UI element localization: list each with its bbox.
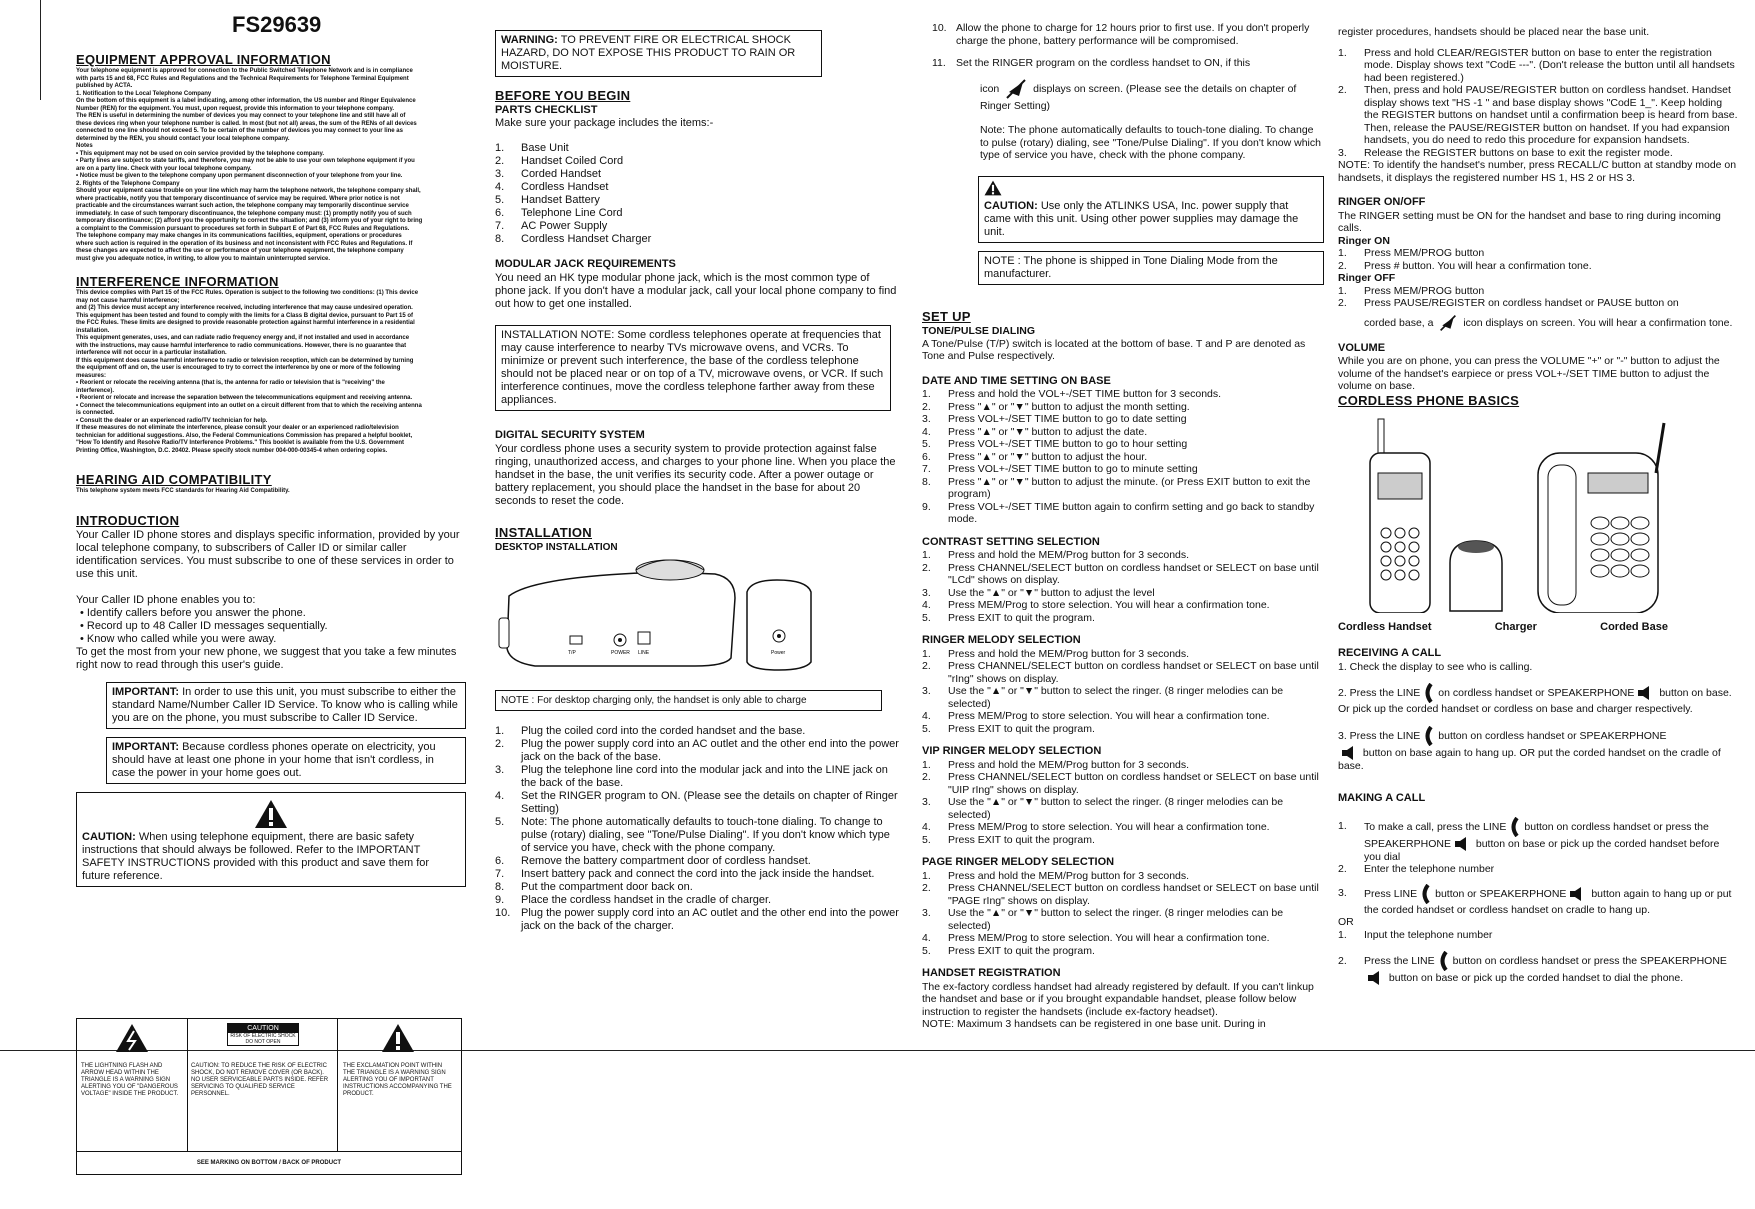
list-item: 11. Set the RINGER program on the cordless handset to ON, if this xyxy=(932,57,1251,69)
fine-print-line: where practicable, notify you that temporary discontinuance of service may be required. Where prior notice is not xyxy=(76,195,400,202)
important-box-2: IMPORTANT: Because cordless phones operate on electricity, you should have at least one phone in your home that isn't cordless, in case the power in your home goes out. xyxy=(106,737,466,784)
receiving-head: RECEIVING A CALL xyxy=(1338,647,1442,659)
list-item: 2. Plug the power supply cord into an AC outlet and the other end into the power jack on the back of the base. xyxy=(495,738,899,763)
ringer-off-head: Ringer OFF xyxy=(1338,272,1396,284)
fine-print-line: are on a party line. Check with your local telephone company. xyxy=(76,165,252,172)
modular-head: MODULAR JACK REQUIREMENTS xyxy=(495,258,676,270)
fine-print-line: 1. Notification to the Local Telephone Company xyxy=(76,90,212,97)
fine-print-line: • Party lines are subject to state tariffs, and therefore, you may not be able to use your own telephone equipment if you xyxy=(76,158,415,164)
fine-print-line: This equipment has been tested and found to comply with the limits for a Class B digital device, pursuant to Part 15 of xyxy=(76,312,414,319)
list-item: 2. Enter the telephone number xyxy=(1338,863,1495,875)
fine-print-line: This device complies with Part 15 of the FCC Rules. Operation is subject to the following two conditions: (1) This device xyxy=(76,290,419,296)
caution-table xyxy=(76,1018,462,1175)
fine-print-line: "How To Identify and Resolve Radio/TV Interference Problems." This booklet is available from the U.S. Government xyxy=(76,440,404,446)
ct-mid-cell xyxy=(187,1019,338,1151)
list-item: 2. Handset Coiled Cord xyxy=(495,155,624,167)
column-1 xyxy=(76,0,466,895)
list-item: 2. Then, press and hold PAUSE/REGISTER button on cordless handset. Handset display shows text "HS -1 " and base display shows "CodE 1_". Keep holding the REGISTER buttons on handset until a confirmation beep is heard from base. Then, release the PAUSE/REGISTER button on handset. If you had expansion handsets, you do need to redo this procedure for expansion handsets. xyxy=(1338,84,1738,146)
volume-head: VOLUME xyxy=(1338,341,1386,354)
warning-triangle-icon xyxy=(984,180,1002,196)
making-list xyxy=(1338,817,1738,917)
figure-labels xyxy=(1338,621,1668,634)
fine-print-line: Notes xyxy=(76,143,93,149)
list-item: 1. Input the telephone number xyxy=(1338,928,1493,941)
list-item: • Record up to 48 Caller ID messages sequentially. xyxy=(80,619,328,632)
list-item: 3. Use the "▲" or "▼" button to select the ringer. (8 ringer melodies can be selected) xyxy=(922,685,1284,710)
line-handset-icon xyxy=(1420,884,1432,904)
ringer-head: RINGER MELODY SELECTION xyxy=(922,634,1081,646)
fine-print-line: with the instructions, may cause harmful interference to radio communications. However, there is no guarantee that xyxy=(76,342,407,349)
fine-print-line: these devices ring when your telephone number is called. In most (but not all) areas, the sum of the RENs of all devices xyxy=(76,120,417,127)
list-item: 6. Press "▲" or "▼" button to adjust the hour. xyxy=(922,450,1148,463)
fine-print-line: 2. Rights of the Telephone Company xyxy=(76,180,180,187)
fine-print-line: Number (REN) for the equipment. You must, upon request, provide this information to your telephone company. xyxy=(76,105,395,112)
left-margin-line xyxy=(40,0,41,100)
line-handset-icon xyxy=(1509,817,1521,837)
list-item: 5. Press EXIT to quit the program. xyxy=(922,833,1095,846)
intro-p2: Your Caller ID phone enables you to: xyxy=(76,593,256,606)
desktop-installation-figure xyxy=(495,558,825,678)
list-item: 4. Press MEM/Prog to store selection. You will hear a confirmation tone. xyxy=(922,710,1270,722)
basics-title: CORDLESS PHONE BASICS xyxy=(1338,392,1520,408)
list-item: 5. Handset Battery xyxy=(495,194,600,206)
ringer-onoff-text: The RINGER setting must be ON for the handset and base to ring during incoming calls. xyxy=(1338,209,1721,234)
label-charger: Charger xyxy=(1494,620,1537,633)
equip-body xyxy=(76,68,466,263)
modular-text: You need an HK type modular phone jack, which is the most common type of phone jack. If you don't have a modular jack, call your local phone company to find out how to get one installed. xyxy=(495,272,897,310)
column-2 xyxy=(495,0,900,933)
list-item: • Know who called while you were away. xyxy=(80,632,277,645)
fine-print-line: immediately. In case of such temporary discontinuance, the telephone company must: (1) promptly notify you of such xyxy=(76,210,412,217)
fine-print-line: The telephone company may make changes in its communications facilities, equipment, operations or procedures xyxy=(76,233,402,239)
or-label: OR xyxy=(1338,916,1354,928)
list-item: 2. Press CHANNEL/SELECT button on cordless handset or SELECT on base until "LCd" shows on display. xyxy=(922,561,1319,586)
label-power: POWER xyxy=(611,650,630,656)
security-text: Your cordless phone uses a security system to provide protection against false ringing, unauthorized access, and charges to your phone line. When you place the handset in the base, the unit verifies its security code. After a power outage or battery replacement, you should place the handset in the base for about 20 seconds to reset the code. xyxy=(495,443,896,507)
exclamation-triangle-icon xyxy=(381,1023,415,1053)
contrast-head: CONTRAST SETTING SELECTION xyxy=(922,535,1100,548)
receiving-1: 1. Check the display to see who is calling. xyxy=(1338,660,1533,673)
fine-print-line: If these measures do not eliminate the interference, please consult your dealer or an experienced radio/television xyxy=(76,425,399,431)
list-item: 2. Press CHANNEL/SELECT button on cordless handset or SELECT on base until "rIng" shows on display. xyxy=(922,660,1319,685)
fine-print-line: If this equipment does cause harmful interference to radio or television reception, which can be determined by turning xyxy=(76,357,414,364)
fine-print-line: connected to one line should not exceed 5. To be certain of the number of devices you may connect to your line as xyxy=(76,128,403,134)
hearing-title: HEARING AID COMPATIBILITY xyxy=(76,472,272,487)
list-item: 1. Press and hold CLEAR/REGISTER button on base to enter the registration mode. Display shows text "CodE ---". (Don't release the button until all handsets had been registered.) xyxy=(1338,46,1735,84)
corded-base-drawing xyxy=(1538,423,1664,613)
lightning-triangle-icon xyxy=(115,1023,149,1053)
tone-head: TONE/PULSE DIALING xyxy=(922,325,1035,337)
install-steps xyxy=(495,725,900,933)
fine-print-line: • Connect the telecommunications equipment into an outlet on a circuit different from that to which the receiving antenna xyxy=(76,402,422,409)
ringer-off-items xyxy=(1338,285,1738,310)
fine-print-line: the equipment off and on, the user is encouraged to try to correct the interference by one or more of the following xyxy=(76,365,401,371)
list-item: 7. Press VOL+-/SET TIME button to go to minute setting xyxy=(922,463,1198,475)
list-item: 6. Remove the battery compartment door of cordless handset. xyxy=(495,855,811,867)
list-item: 5. Press EXIT to quit the program. xyxy=(922,611,1095,624)
list-item: 9. Press VOL+-/SET TIME button again to confirm setting and go back to standby mode. xyxy=(922,500,1315,525)
fine-print-line: the FCC Rules. These limits are designed to provide reasonable protection against harmful interference in a residential xyxy=(76,320,415,326)
list-item: 2. Press the LINE button on cordless handset or press the SPEAKERPHONE button on base or pick up the corded handset to dial the phone. xyxy=(1338,951,1738,985)
making-alt-list xyxy=(1338,929,1738,986)
ct-mid-sub: RISK OF ELECTRIC SHOCK DO NOT OPEN xyxy=(230,1033,296,1045)
fine-print-line: • This equipment may not be used on coin service provided by the telephone company. xyxy=(76,150,325,157)
parts-head: PARTS CHECKLIST xyxy=(495,104,598,116)
fine-print-line: Your telephone equipment is approved for connection to the Public Switched Telephone Network and is in compliance xyxy=(76,68,413,74)
list-item: 4. Cordless Handset xyxy=(495,181,609,193)
fine-print-line: where such action is required in the operation of its business and not inconsistent with FCC Rules and Regulations. If xyxy=(76,240,413,247)
line-handset-icon xyxy=(1423,726,1435,746)
ringer-on-items xyxy=(1338,247,1738,272)
date-items xyxy=(922,388,1322,526)
fine-print-line: and (2) This device must accept any interference received, including interference that may cause undesired operation. xyxy=(76,305,413,311)
list-item: 1. Press and hold the MEM/Prog button for 3 seconds. xyxy=(922,549,1190,561)
list-item: 3. Use the "▲" or "▼" button to adjust the level xyxy=(922,586,1155,599)
list-item: 10. Plug the power supply cord into an AC outlet and the other end into the power jack on the back of the charger. xyxy=(495,907,899,932)
fine-print-line: determined by the REN, you should contact your local telephone company. xyxy=(76,135,290,142)
caution-label-box xyxy=(227,1023,299,1046)
list-item: 8. Cordless Handset Charger xyxy=(495,233,652,245)
list-item: 1. Base Unit xyxy=(495,142,569,154)
list-item: 3. Press LINE button or SPEAKERPHONE button again to hang up or put the corded handset or cordless handset on cradle to hang up. xyxy=(1338,884,1738,917)
ct-left-text: THE LIGHTNING FLASH AND ARROW HEAD WITHIN THE TRIANGLE IS A WARNING SIGN ALERTING YOU OF "DANGEROUS VOLTAGE" INSIDE THE PRODUCT. xyxy=(81,1063,179,1097)
label-corded-base: Corded Base xyxy=(1600,620,1668,633)
ct-mid-text: CAUTION: TO REDUCE THE RISK OF ELECTRIC SHOCK, DO NOT REMOVE COVER (OR BACK). NO USER SERVICEABLE PARTS INSIDE. REFER SERVICING TO QUALIFIED SERVICE PERSONNEL. xyxy=(191,1063,329,1097)
handset-reg-text: The ex-factory cordless handset had already registered by default. If you can't linkup the handset and base or if you brought expandable handset, please follow below instruction to register the handsets (include ex-factory headset). xyxy=(922,980,1314,1018)
fine-print-line: Printing Office, Washington, D.C. 20402. Please specify stock number 004-000-00345-4 when ordering copies. xyxy=(76,447,388,454)
intro-bullets xyxy=(76,607,466,646)
handset-reg-note: NOTE: Maximum 3 handsets can be registered in one base unit. During in xyxy=(922,1018,1266,1030)
receiving-2: 2. Press the LINE on cordless handset or SPEAKERPHONE button on base. Or pick up the corded handset or cordless on base and charger respectively. xyxy=(1338,683,1738,716)
note-tone-box: NOTE : The phone is shipped in Tone Dialing Mode from the manufacturer. xyxy=(978,251,1324,285)
fine-print-line: interference will not occur in a particular installation. xyxy=(76,350,227,356)
list-item: 4. Press "▲" or "▼" button to adjust the date. xyxy=(922,425,1148,438)
equip-title: EQUIPMENT APPROVAL INFORMATION xyxy=(76,52,331,67)
page-items xyxy=(922,870,1322,958)
ct-foot: SEE MARKING ON BOTTOM / BACK OF PRODUCT xyxy=(77,1151,461,1174)
caution-box: CAUTION: When using telephone equipment, there are basic safety instructions that should always be followed. Refer to the IMPORTANT SAFETY INSTRUCTIONS provided with this product and save them for future reference. xyxy=(76,792,466,887)
speakerphone-icon xyxy=(1569,887,1585,901)
fine-print-line: On the bottom of this equipment is a label indicating, among other information, the US number and Ringer Equivalence xyxy=(76,98,416,104)
step11-note: Note: The phone automatically defaults to touch-tone dialing. To change to pulse (rotary) dialing, see "Tone/Pulse Dialing". If you don't know which type of service you have, check with the phone company. xyxy=(980,124,1321,161)
model-number: FS29639 xyxy=(232,12,322,37)
list-item: 2. Press "▲" or "▼" button to adjust the month setting. xyxy=(922,400,1190,413)
fine-print-line: The REN is useful in determining the number of devices you may connect to your telephone line and still have all of xyxy=(76,113,406,119)
speakerphone-icon xyxy=(1341,746,1357,760)
list-item: 1. Plug the coiled cord into the corded handset and the base. xyxy=(495,725,806,737)
list-item: 2. Press # button. You will hear a confirmation tone. xyxy=(1338,259,1592,272)
reg-note: NOTE: To identify the handset's number, press RECALL/C button at standby mode on handsets, it displays the registered number HS 1, HS 2 or HS 3. xyxy=(1338,159,1737,184)
list-item: 1. Press and hold the VOL+-/SET TIME button for 3 seconds. xyxy=(922,388,1222,400)
line-handset-icon xyxy=(1438,951,1450,971)
setup-title: SET UP xyxy=(922,308,971,324)
page-head: PAGE RINGER MELODY SELECTION xyxy=(922,856,1115,868)
reg-items xyxy=(1338,47,1738,160)
list-item: 1. Press and hold the MEM/Prog button for 3 seconds. xyxy=(922,647,1190,660)
installation-title: INSTALLATION xyxy=(495,525,592,540)
phones-figure xyxy=(1338,413,1678,613)
list-item: 3. Corded Handset xyxy=(495,168,602,180)
hearing-text: This telephone system meets FCC standards for Hearing Aid Compatibility. xyxy=(76,488,290,494)
list-item: 1. Press and hold the MEM/Prog button for 3 seconds. xyxy=(922,758,1190,771)
making-head: MAKING A CALL xyxy=(1338,792,1426,804)
intro-p1: Your Caller ID phone stores and displays specific information, provided by your local telephone company, to subscribers of Caller ID or similar caller identification services. You must subscribe to one of these services in order to use this unit. xyxy=(76,528,460,580)
desktop-head: DESKTOP INSTALLATION xyxy=(495,542,618,553)
list-item: 7. Insert battery pack and connect the cord into the jack inside the handset. xyxy=(495,868,875,880)
parts-intro: Make sure your package includes the items:- xyxy=(495,117,714,129)
date-head: DATE AND TIME SETTING ON BASE xyxy=(922,374,1111,387)
volume-text: While you are on phone, you can press the VOLUME "+" or "-" button to adjust the volume of the handset's earpiece or press VOL+-/SET TIME button to adjust the volume on base. xyxy=(1338,355,1720,392)
ringer-off-cont: corded base, a icon displays on screen. You will hear a confirmation tone. xyxy=(1338,314,1738,332)
interference-body xyxy=(76,290,466,455)
before-title: BEFORE YOU BEGIN xyxy=(495,88,631,103)
list-item: 5. Press EXIT to quit the program. xyxy=(922,944,1095,957)
column-4 xyxy=(1338,0,1738,985)
line-handset-icon xyxy=(1423,683,1435,703)
fine-print-line: must give you adequate notice, in writing, to allow you to maintain uninterrupted service. xyxy=(76,255,331,262)
list-item: 10. Allow the phone to charge for 12 hours prior to first use. If you don't properly charge the phone, battery performance will be compromised. xyxy=(932,22,1310,47)
intro-p3: To get the most from your new phone, we suggest that you take a few minutes right now to read through this user's guide. xyxy=(76,645,457,671)
interference-title: INTERFERENCE INFORMATION xyxy=(76,274,279,289)
list-item: • Identify callers before you answer the phone. xyxy=(80,606,306,619)
fine-print-line: • Consult the dealer or an experienced radio/TV technician for help. xyxy=(76,417,268,424)
important-box-1: IMPORTANT: In order to use this unit, you must subscribe to either the standard Name/Number Caller ID Service. To know who is calling while you are on the phone, you must subscribe to Caller ID Service. xyxy=(106,682,466,729)
tone-text: A Tone/Pulse (T/P) switch is located at the bottom of base. T and P are denoted as Tone and Pulse respectively. xyxy=(922,337,1306,362)
list-item: 3. Press VOL+-/SET TIME button to go to date setting xyxy=(922,413,1187,425)
list-item: 1. To make a call, press the LINE button on cordless handset or press the SPEAKERPHONE button on base or pick up the corded handset before you dial xyxy=(1338,817,1738,864)
fine-print-line: • Notice must be given to the telephone company upon permanent disconnection of your telephone from your line. xyxy=(76,173,403,179)
fine-print-line: Should your equipment cause trouble on your line which may harm the telephone network, the telephone company shall, xyxy=(76,188,421,194)
fine-print-line: • Reorient or relocate and increase the separation between the telecommunications equipment and receiving antenna. xyxy=(76,395,413,401)
list-item: 5. Note: The phone automatically defaults to touch-tone dialing. To change to pulse (rotary) dialing, see "Tone/Pulse Dialing". If you don't know which type of service you have, check with the phone company. xyxy=(495,816,890,854)
list-item: 2. Press CHANNEL/SELECT button on cordless handset or SELECT on base until "UIP rIng" shows on display. xyxy=(922,771,1319,796)
list-item: 1. Press MEM/PROG button xyxy=(1338,284,1485,297)
fine-print-line: practicable and the circumstances warrant such action, the telephone company may temporarily discontinue service xyxy=(76,203,409,209)
cordless-handset-drawing xyxy=(1370,419,1430,613)
list-item: 4. Set the RINGER program to ON. (Please see the details on chapter of Ringer Setting) xyxy=(495,790,898,815)
list-item: 5. Press VOL+-/SET TIME button to go to hour setting xyxy=(922,438,1188,450)
ct-mid-head: CAUTION xyxy=(228,1024,298,1033)
label-cordless-handset: Cordless Handset xyxy=(1338,620,1432,633)
list-item: 2. Press CHANNEL/SELECT button on cordless handset or SELECT on base until "PAGE rIng" shows on display. xyxy=(922,882,1319,907)
ct-right-cell xyxy=(337,1019,459,1151)
list-item: 4. Press MEM/Prog to store selection. You will hear a confirmation tone. xyxy=(922,821,1270,833)
contrast-items xyxy=(922,549,1322,624)
steps-10-11 xyxy=(922,22,1322,70)
fine-print-line: with parts 15 and 68, FCC Rules and Regulations and the Technical Requirements for Telephone Terminal Equipment xyxy=(76,75,409,82)
ct-right-text: THE EXCLAMATION POINT WITHIN THE TRIANGLE IS A WARNING SIGN ALERTING YOU OF IMPORTANT INSTRUCTIONS ACCOMPANYING THE PRODUCT. xyxy=(343,1063,452,1097)
list-item: 8. Press "▲" or "▼" button to adjust the minute. (or Press EXIT button to exit the program) xyxy=(922,475,1311,500)
receiving-3: 3. Press the LINE button on cordless handset or SPEAKERPHONE button on base again to hang up. OR put the corded handset on the cradle of base. xyxy=(1338,726,1738,773)
list-item: 2. Press PAUSE/REGISTER on cordless handset or PAUSE button on xyxy=(1338,297,1679,309)
caution-box-col3: CAUTION: Use only the ATLINKS USA, Inc. power supply that came with this unit. Using other power supplies may damage the unit. xyxy=(978,176,1324,243)
fine-print-line: measures: xyxy=(76,372,107,379)
list-item: 3. Use the "▲" or "▼" button to select the ringer. (8 ringer melodies can be selected) xyxy=(922,796,1284,821)
handset-reg-head: HANDSET REGISTRATION xyxy=(922,967,1061,979)
list-item: 9. Place the cordless handset in the cradle of charger. xyxy=(495,894,772,906)
list-item: 8. Put the compartment door back on. xyxy=(495,881,693,893)
list-item: 4. Press MEM/Prog to store selection. You will hear a confirmation tone. xyxy=(922,932,1270,944)
list-item: 3. Use the "▲" or "▼" button to select the ringer. (8 ringer melodies can be selected) xyxy=(922,907,1284,932)
list-item: 6. Telephone Line Cord xyxy=(495,207,623,219)
label-charger-power: Power xyxy=(771,650,786,656)
ringer-items xyxy=(922,648,1322,736)
label-tp: T/P xyxy=(568,650,576,656)
warning-box: WARNING: TO PREVENT FIRE OR ELECTRICAL SHOCK HAZARD, DO NOT EXPOSE THIS PRODUCT TO RAIN OR MOISTURE. xyxy=(495,30,822,77)
speakerphone-icon xyxy=(1637,686,1653,700)
speakerphone-icon xyxy=(1367,971,1383,985)
charger-drawing xyxy=(1450,541,1502,611)
list-item: 3. Release the REGISTER buttons on base to exit the register mode. xyxy=(1338,146,1673,159)
list-item: 3. Plug the telephone line cord into the modular jack and into the LINE jack on the back of the base. xyxy=(495,764,888,789)
column-3 xyxy=(922,0,1322,1031)
install-note-box: INSTALLATION NOTE: Some cordless telephones operate at frequencies that may cause interference to nearby TVs microwave ovens, and VCRs. To minimize or prevent such interference, the base of the cordless telephone should not be placed near or on top of a TV, microwave ovens, or VCR. If such interference continues, move the cordless telephone farther away from these appliances. xyxy=(495,325,891,411)
fine-print-line: may not cause harmful interference; xyxy=(76,297,180,304)
fine-print-line: • Reorient or relocate the receiving antenna (that is, the antenna for radio or television that is "receiving" the xyxy=(76,380,385,386)
note-desktop-box: NOTE : For desktop charging only, the handset is only able to charge xyxy=(495,690,882,711)
fine-print-line: is connected. xyxy=(76,410,115,416)
fine-print-line: temporary discontinuance; (2) afford you the opportunity to correct the situation; and (3) inform you of your right to bring xyxy=(76,218,423,224)
fine-print-line: published by ACTA. xyxy=(76,83,133,89)
fine-print-line: interference). xyxy=(76,387,115,394)
vip-head: VIP RINGER MELODY SELECTION xyxy=(922,745,1102,757)
vip-items xyxy=(922,759,1322,847)
label-line: LINE xyxy=(638,650,650,656)
list-item: 7. AC Power Supply xyxy=(495,220,608,232)
list-item: 1. Press MEM/PROG button xyxy=(1338,247,1485,259)
list-item: 5. Press EXIT to quit the program. xyxy=(922,722,1095,735)
warning-triangle-icon xyxy=(254,799,288,829)
list-item: 1. Press and hold the MEM/Prog button for 3 seconds. xyxy=(922,869,1190,882)
ringer-off-icon xyxy=(1439,314,1457,332)
ringer-off-icon xyxy=(1005,78,1027,100)
step11-cont: icon displays on screen. (Please see the details on chapter of Ringer Setting) xyxy=(922,78,1322,113)
parts-list xyxy=(495,142,900,246)
list-item: 4. Press MEM/Prog to store selection. You will hear a confirmation tone. xyxy=(922,599,1270,611)
ringer-onoff-head: RINGER ON/OFF xyxy=(1338,196,1426,208)
intro-title: INTRODUCTION xyxy=(76,512,180,528)
fine-print-line: installation. xyxy=(76,327,110,334)
fine-print-line: these changes are expected to affect the use or performance of your telephone equipment, the telephone company xyxy=(76,248,404,254)
fine-print-line: a complaint to the Commission pursuant to procedures set forth in Subpart E of Part 68, FCC Rules and Regulations. xyxy=(76,225,410,232)
security-head: DIGITAL SECURITY SYSTEM xyxy=(495,429,645,441)
fine-print-line: This equipment generates, uses, and can radiate radio frequency energy and, if not installed and used in accordance xyxy=(76,335,410,341)
speakerphone-icon xyxy=(1454,837,1470,851)
reg-cont: register procedures, handsets should be placed near the base unit. xyxy=(1338,26,1650,38)
fine-print-line: technician for additional suggestions. Also, the Federal Communications Commission has prepared a helpful booklet, xyxy=(76,432,413,439)
ringer-on-head: Ringer ON xyxy=(1338,234,1390,247)
ct-left-cell xyxy=(77,1019,188,1151)
